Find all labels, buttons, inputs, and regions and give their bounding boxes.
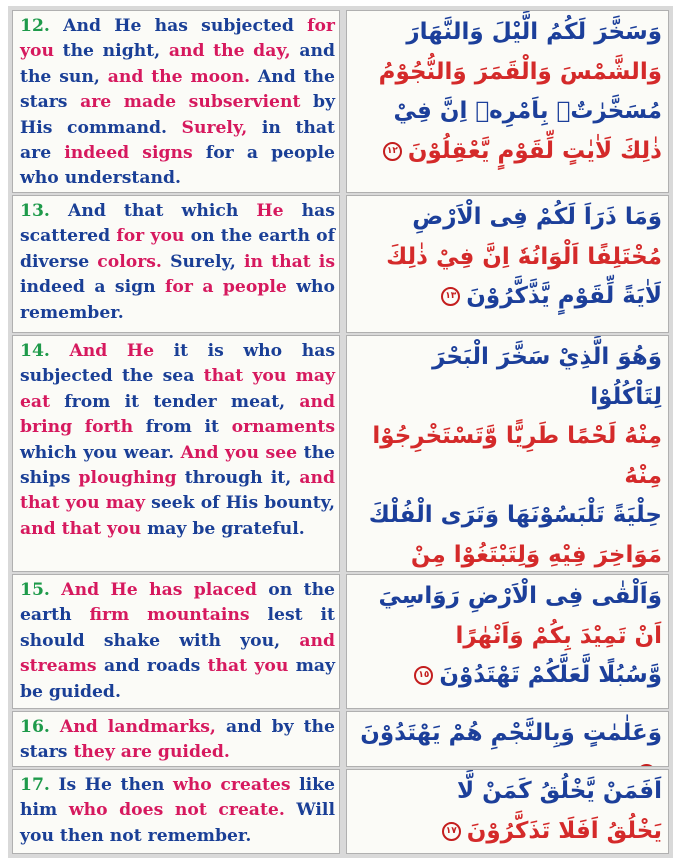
english-cell [12, 195, 340, 333]
english-translation [20, 578, 335, 705]
verse-end-marker: ١٣ [441, 287, 460, 306]
english-cell [12, 574, 340, 709]
arabic-line-text: وَهُوَ الَّذِيْ سَخَّرَ الْبَحْرَ لِتَاْكُلُوْا [432, 344, 662, 410]
verse-number: 12. [20, 16, 64, 36]
arabic-line [353, 132, 662, 172]
verse-row-14 [12, 335, 669, 572]
arabic-line-text: اَنْ تَمِيْدَ بِكُمْ وَاَنْهٰرًا [455, 622, 662, 649]
arabic-line-text: لَاٰيَةً لِّقَوْمٍ يَّذَّكَّرُوْنَ [466, 283, 662, 309]
arabic-line-text: وَاَلْقٰى فِى الْاَرْضِ رَوَاسِيَ [378, 583, 662, 609]
arabic-line [353, 53, 662, 93]
translation-segment: in that are [20, 117, 335, 164]
english-translation [20, 773, 335, 849]
translation-segment: Surely, [181, 117, 262, 138]
arabic-cell [346, 574, 669, 709]
arabic-cell [346, 195, 669, 333]
translation-segment: who does not create. [68, 800, 297, 821]
arabic-line-text: مُسَخَّرٰتٌۢ بِاَمْرِهٖ اِنَّ فِيْ [393, 98, 662, 124]
arabic-line [353, 277, 662, 317]
translation-segment: And He has placed [61, 580, 269, 600]
translation-segment: Will you then not remember. [20, 800, 335, 846]
english-cell [12, 10, 340, 193]
translation-segment: ploughing [78, 468, 185, 489]
verse-number: 16. [20, 717, 60, 737]
arabic-line-text: يَخْلُقُ اَفَلَا تَذَكَّرُوْنَ [466, 817, 662, 844]
arabic-line [353, 238, 662, 278]
translation-segment: it is who has subjected the sea [20, 341, 336, 387]
translation-segment: they are guided. [73, 742, 230, 763]
arabic-line [353, 714, 662, 767]
arabic-line-text: ذٰلِكَ لَاٰيٰتٍ لِّقَوْمٍ يَّعْقِلُوْنَ [407, 137, 662, 164]
translation-segment: and the sun, [20, 41, 335, 87]
translation-segment: which you wear. [20, 442, 181, 463]
translation-segment: on the earth of diverse [20, 226, 336, 272]
translation-segment: and that you [20, 518, 148, 539]
arabic-line [353, 338, 662, 417]
verse-table [8, 6, 673, 858]
translation-segment: who creates [173, 775, 300, 795]
arabic-text [353, 714, 662, 767]
translation-segment: from it tender meat, [64, 391, 300, 412]
arabic-cell [346, 335, 669, 572]
verse-number: 15. [20, 580, 62, 600]
translation-segment: has scattered [20, 201, 335, 247]
arabic-cell [346, 769, 669, 854]
translation-segment: He [256, 201, 302, 221]
english-translation [20, 715, 335, 766]
arabic-line-text: وَسَخَّرَ لَكُمُ الَّيْلَ وَالنَّهَارَ [406, 19, 662, 45]
translation-segment: And landmarks, [59, 717, 226, 737]
english-translation [20, 199, 335, 326]
arabic-line [353, 496, 662, 536]
translation-segment: for a people [165, 277, 297, 298]
arabic-text [353, 577, 662, 696]
translation-segment: lest it should shake with you, [20, 605, 335, 651]
translation-segment: and the day, [168, 41, 300, 62]
arabic-line [353, 536, 662, 573]
arabic-text [353, 13, 662, 171]
translation-segment: like him [20, 775, 335, 821]
arabic-line-text: وَالشَّمْسَ وَالْقَمَرَ وَالنُّجُوْمُ [378, 58, 662, 85]
translation-segment: from it [145, 417, 232, 438]
arabic-line-text: اَفَمَنْ يَّخْلُقُ كَمَنْ لَّا [456, 778, 662, 804]
translation-segment: for a people who understand. [20, 143, 335, 189]
arabic-text [353, 772, 662, 851]
verse-row-12 [12, 10, 669, 193]
verse-number: 17. [20, 775, 59, 795]
arabic-line-text: مِنْهُ لَحْمًا طَرِيًّا وَّتَسْتَخْرِجُوْا مِنْهُ [372, 423, 662, 489]
translation-segment: And He has subjected [63, 16, 308, 36]
verse-end-marker [637, 764, 656, 768]
translation-segment: through it, [184, 468, 300, 489]
translation-segment: and streams [20, 630, 335, 677]
arabic-line [353, 812, 662, 852]
arabic-text [353, 198, 662, 317]
translation-segment: Is He then [58, 775, 174, 795]
arabic-cell [346, 711, 669, 767]
english-translation [20, 14, 335, 192]
arabic-line-text: مُخْتَلِفًا اَلْوَانُهٗ اِنَّ فِيْ ذٰلِكَ [386, 243, 662, 270]
translation-segment: and roads [103, 656, 208, 677]
arabic-line [353, 92, 662, 132]
translation-segment: And He [69, 341, 174, 361]
translation-segment: may be grateful. [147, 518, 305, 539]
verse-row-16 [12, 711, 669, 767]
english-cell [12, 711, 340, 767]
arabic-cell [346, 10, 669, 193]
translation-segment: and that you may [20, 468, 335, 514]
arabic-line [353, 198, 662, 238]
translation-segment: seek of His bounty, [151, 493, 335, 514]
arabic-line-text: وَّسُبُلًا لَّعَلَّكُمْ تَهْتَدُوْنَ [439, 662, 662, 688]
translation-segment: and the moon. [107, 66, 258, 87]
arabic-line-text: حِلْيَةً تَلْبَسُوْنَهَا وَتَرَى الْفُلْكَ [368, 502, 662, 528]
translation-segment: ornaments [231, 417, 335, 438]
english-cell [12, 335, 340, 572]
translation-segment: firm mountains [89, 605, 268, 626]
translation-segment: And you see [180, 442, 304, 463]
translation-segment: on the earth [20, 580, 335, 626]
english-translation [20, 339, 335, 542]
translation-segment: for you [116, 226, 191, 247]
translation-segment: the ships [20, 442, 335, 489]
verse-end-marker: ١٥ [414, 666, 433, 685]
arabic-line [353, 656, 662, 696]
verse-row-13 [12, 195, 669, 333]
translation-segment: who remember. [20, 277, 335, 323]
arabic-line-text: وَعَلٰمٰتٍ وَبِالنَّجْمِ هُمْ يَهْتَدُوْنَ [360, 720, 662, 746]
translation-segment: and bring forth [20, 391, 336, 438]
translation-segment: that you [207, 656, 296, 677]
verse-end-marker: ١٢ [383, 142, 402, 161]
translation-segment: for you [20, 16, 335, 62]
verse-row-15 [12, 574, 669, 709]
english-cell [12, 769, 340, 854]
translation-segment: and by the stars [20, 717, 335, 763]
translation-segment: indeed signs [64, 143, 206, 164]
translation-segment: may be guided. [20, 656, 336, 702]
arabic-line [353, 617, 662, 657]
translation-segment: are made subservient [80, 92, 313, 113]
arabic-line [353, 417, 662, 496]
translation-segment: the night, [62, 41, 169, 62]
arabic-line-text: وَمَا ذَرَاَ لَكُمْ فِى الْاَرْضِ [412, 204, 662, 230]
translation-segment: And the stars [20, 66, 335, 113]
translation-segment: Surely, [170, 251, 244, 272]
translation-segment: that you may eat [20, 366, 335, 412]
verse-number: 13. [20, 201, 68, 221]
verse-end-marker: ١٧ [442, 822, 461, 841]
translation-segment: in that is [243, 251, 335, 272]
verse-row-17 [12, 769, 669, 854]
arabic-text [353, 338, 662, 572]
arabic-line [353, 577, 662, 617]
translation-segment: by His command. [20, 92, 335, 138]
arabic-line [353, 772, 662, 812]
translation-segment: And that which [68, 201, 257, 221]
arabic-line-text: مَوَاخِرَ فِيْهِ وَلِتَبْتَغُوْا مِنْ [410, 541, 662, 568]
translation-segment: indeed a sign [20, 277, 166, 298]
verse-number: 14. [20, 341, 70, 361]
arabic-line [353, 13, 662, 53]
translation-segment: colors. [97, 251, 171, 272]
